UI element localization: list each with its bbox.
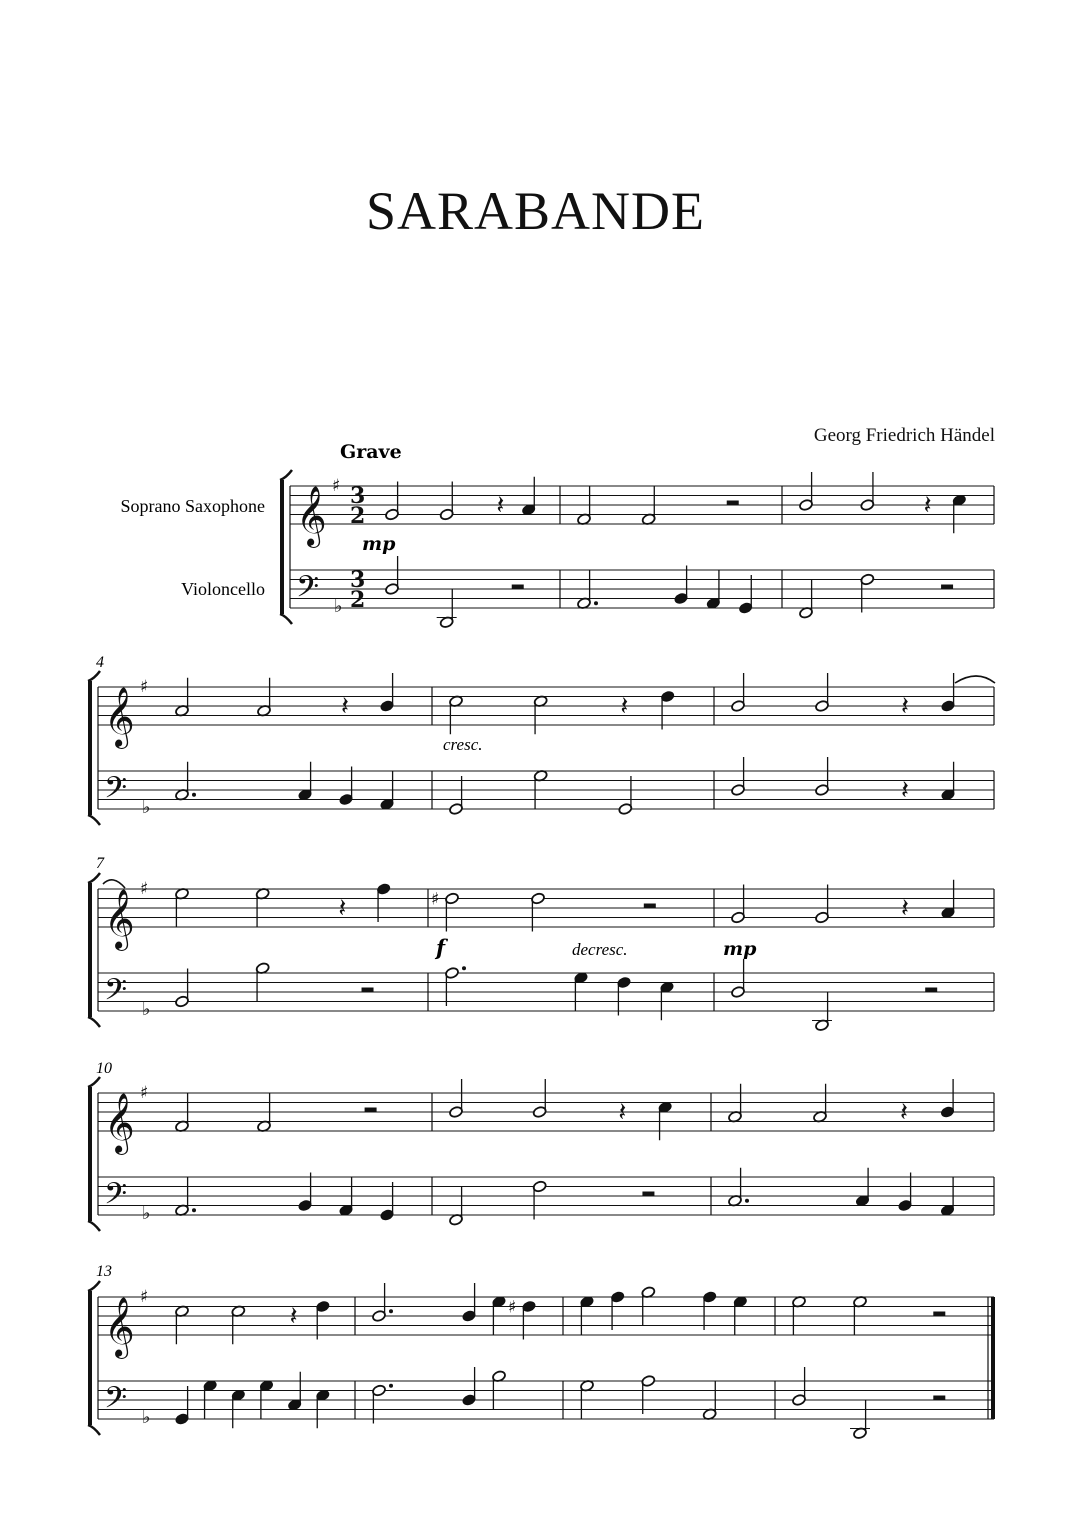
system-bracket	[88, 1291, 92, 1425]
instrument-name-violoncello: Violoncello	[181, 579, 265, 599]
slur-tie	[955, 676, 995, 683]
system-bracket	[88, 681, 92, 815]
quarter-rest: 𝄽	[289, 1301, 298, 1332]
system-bracket	[280, 480, 284, 614]
augmentation-dot	[389, 1384, 393, 1388]
time-signature-denominator: 2	[350, 503, 366, 529]
key-signature-flat: ♭	[142, 999, 151, 1020]
half-rest	[512, 585, 524, 590]
half-rest	[933, 1396, 945, 1401]
key-signature-sharp: ♯	[140, 1083, 149, 1103]
half-rest	[362, 988, 374, 993]
quarter-rest: 𝄽	[900, 1097, 908, 1128]
treble-clef-icon: 𝄞	[104, 889, 135, 949]
half-rest	[727, 501, 739, 506]
measure-number-13: 13	[96, 1263, 112, 1280]
cresc-marking: cresc.	[443, 735, 483, 754]
bracket-hook	[88, 815, 100, 825]
quarter-rest: 𝄽	[496, 490, 505, 521]
augmentation-dot	[594, 601, 598, 605]
composer-name: Georg Friedrich Händel	[813, 425, 995, 446]
quarter-rest: 𝄽	[338, 893, 347, 924]
key-signature-sharp: ♯	[332, 476, 341, 496]
page-title: SARABANDE	[365, 181, 706, 241]
half-rest	[933, 1312, 945, 1317]
key-signature-sharp: ♯	[140, 677, 149, 697]
augmentation-dot	[745, 1199, 749, 1203]
key-signature-flat: ♭	[142, 797, 151, 818]
bass-clef-icon: 𝄢	[104, 1381, 128, 1423]
time-signature-numerator: 3	[350, 567, 366, 593]
key-signature-flat: ♭	[142, 1203, 151, 1224]
treble-clef-icon: 𝄞	[104, 1297, 135, 1357]
bracket-hook	[280, 614, 292, 624]
bass-clef-icon: 𝄢	[296, 570, 320, 612]
tempo-marking: Grave	[340, 441, 402, 463]
time-signature-numerator: 3	[350, 483, 366, 509]
measure-number-4: 4	[96, 654, 104, 671]
half-rest	[925, 988, 937, 993]
augmentation-dot	[389, 1309, 393, 1313]
bracket-hook	[88, 1425, 100, 1435]
dynamic-mp: mp	[362, 533, 396, 555]
instrument-name-soprano-saxophone: Soprano Saxophone	[120, 496, 265, 516]
bass-clef-icon: 𝄢	[104, 1177, 128, 1219]
bracket-hook	[88, 1077, 100, 1087]
quarter-rest: 𝄽	[901, 893, 909, 924]
augmentation-dot	[192, 793, 196, 797]
dynamic-mp-return: mp	[723, 938, 757, 960]
bracket-hook	[88, 1221, 100, 1231]
sharp-accidental: ♯	[431, 889, 440, 910]
bass-clef-icon: 𝄢	[104, 973, 128, 1015]
bracket-hook	[280, 470, 292, 480]
quarter-rest: 𝄽	[901, 775, 909, 806]
decresc-marking: decresc.	[572, 940, 628, 959]
treble-clef-icon: 𝄞	[104, 687, 135, 747]
augmentation-dot	[192, 1208, 196, 1212]
dynamic-f: f	[436, 935, 446, 960]
bracket-hook	[88, 1017, 100, 1027]
measure-number-10: 10	[96, 1060, 112, 1077]
half-rest	[365, 1108, 377, 1113]
half-rest	[941, 585, 953, 590]
quarter-rest: 𝄽	[923, 490, 932, 521]
sharp-accidental: ♯	[508, 1297, 517, 1318]
system-bracket	[88, 1087, 92, 1221]
key-signature-sharp: ♯	[140, 1287, 149, 1307]
quarter-rest: 𝄽	[618, 1097, 627, 1128]
bass-clef-icon: 𝄢	[104, 771, 128, 813]
treble-clef-icon: 𝄞	[296, 486, 327, 546]
key-signature-flat: ♭	[334, 596, 343, 617]
slur-tie	[103, 880, 125, 888]
augmentation-dot	[462, 966, 466, 970]
bracket-hook	[88, 1281, 100, 1291]
quarter-rest: 𝄽	[341, 691, 349, 722]
bracket-hook	[88, 671, 100, 681]
measure-number-7: 7	[96, 855, 104, 872]
quarter-rest: 𝄽	[620, 691, 629, 722]
key-signature-flat: ♭	[142, 1407, 151, 1428]
half-rest	[642, 1192, 654, 1197]
final-barline-thick	[991, 1297, 995, 1419]
system-bracket	[88, 883, 92, 1017]
key-signature-sharp: ♯	[140, 879, 149, 899]
quarter-rest: 𝄽	[901, 691, 909, 722]
bracket-hook	[88, 873, 100, 883]
time-signature-denominator: 2	[350, 587, 366, 613]
treble-clef-icon: 𝄞	[104, 1093, 135, 1153]
half-rest	[644, 904, 656, 909]
